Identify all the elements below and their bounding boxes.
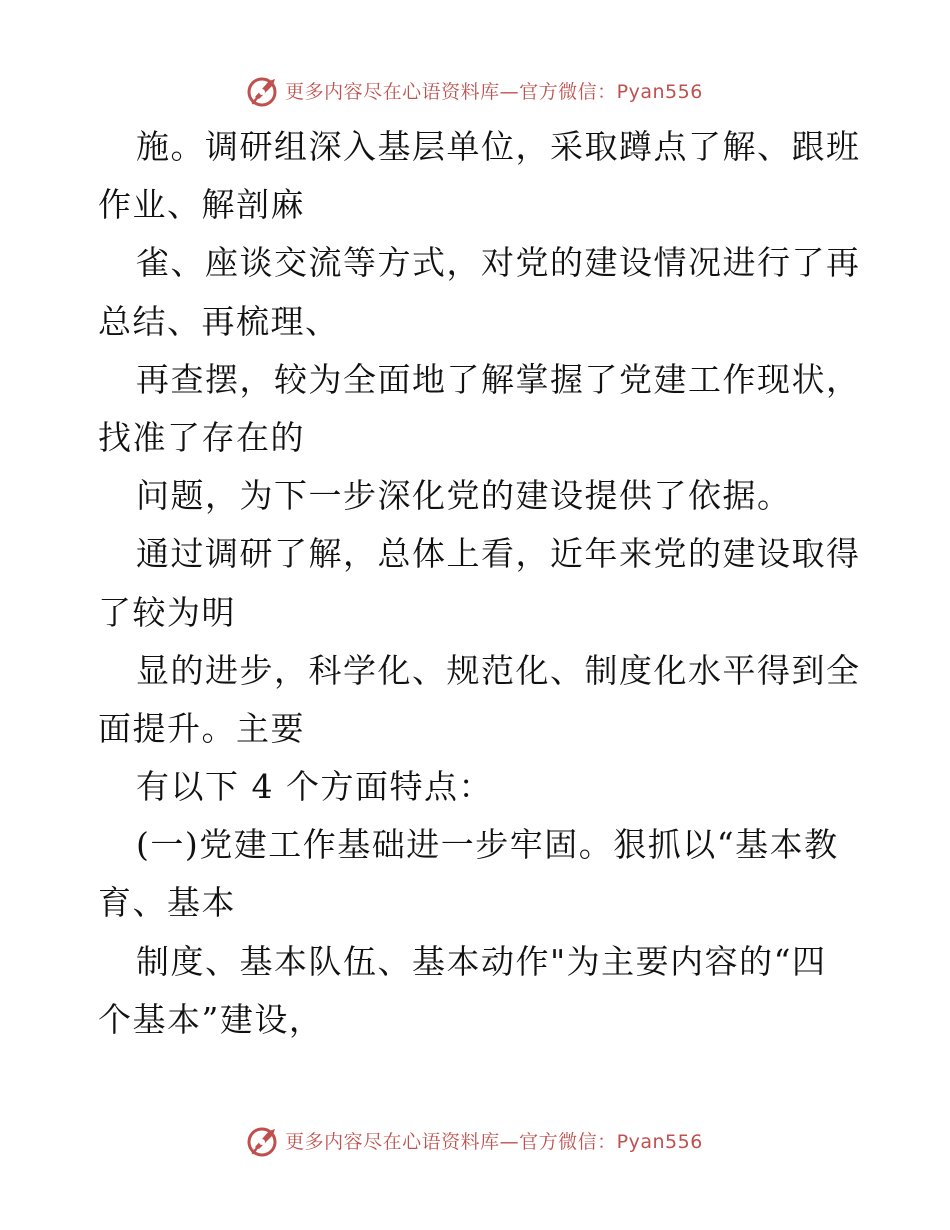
body-line: 作业、解剖麻 (98, 185, 305, 225)
body-line: 找准了存在的 (98, 417, 305, 457)
body-line: (一)党建工作基础进一步牢固。狠抓以“基本教 (136, 825, 839, 865)
body-line: 施。调研组深入基层单位，采取蹲点了解、跟班 (136, 127, 861, 166)
header-banner (0, 70, 950, 110)
body-line: 显的进步，科学化、规范化、制度化水平得到全 (136, 650, 861, 690)
body-line: 个基本”建设， (98, 999, 324, 1039)
body-line: 总结、再梳理、 (98, 301, 340, 341)
quill-pen-icon (247, 1123, 281, 1157)
body-line: 雀、座谈交流等方式，对党的建设情况进行了再 (136, 243, 861, 283)
body-line: 制度、基本队伍、基本动作"为主要内容的“四 (136, 941, 827, 981)
body-line: 了较为明 (98, 592, 236, 632)
body-line: 面提升。主要 (98, 708, 305, 748)
body-line: 通过调研了解，总体上看，近年来党的建设取得 (136, 534, 861, 574)
header-banner-text: 更多内容尽在心语资料库—官方微信：Pyan556 (285, 80, 703, 103)
quill-pen-icon (247, 73, 281, 107)
body-line: 育、基本 (98, 883, 236, 923)
footer-banner (0, 1120, 950, 1160)
body-line: 有以下 4 个方面特点： (136, 767, 493, 807)
body-line: 问题，为下一步深化党的建设提供了依据。 (136, 476, 792, 516)
document-body (98, 118, 861, 1049)
footer-banner-text: 更多内容尽在心语资料库—官方微信：Pyan556 (285, 1130, 703, 1153)
body-line: 再查摆，较为全面地了解掌握了党建工作现状， (136, 359, 861, 399)
